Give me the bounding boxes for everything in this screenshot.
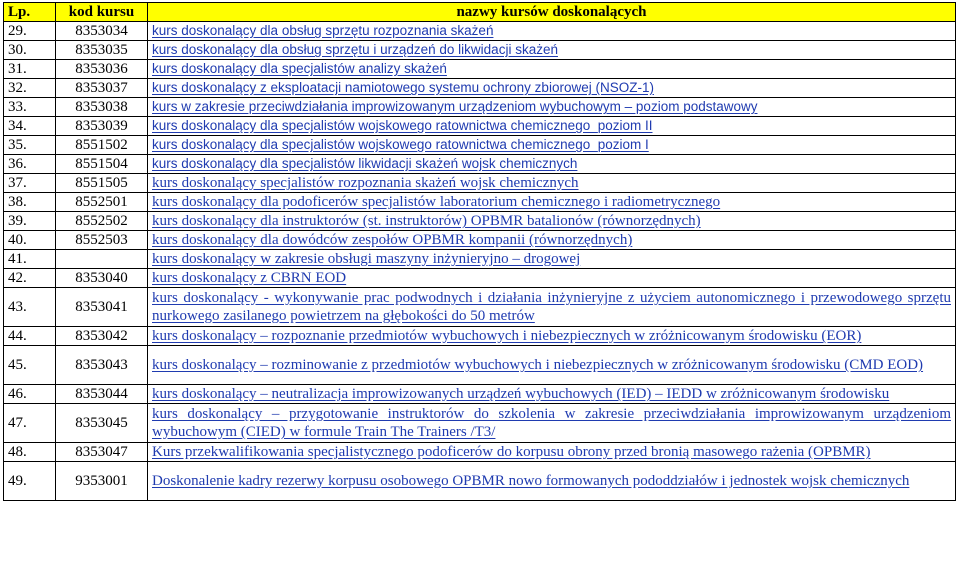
row-code: 8353047 bbox=[56, 443, 148, 462]
row-code: 8551504 bbox=[56, 155, 148, 174]
header-name: nazwy kursów doskonalących bbox=[148, 3, 956, 22]
row-lp: 36. bbox=[4, 155, 56, 174]
row-lp: 48. bbox=[4, 443, 56, 462]
row-lp: 45. bbox=[4, 346, 56, 385]
course-link[interactable]: Kurs przekwalifikowania specjalistycznego podoficerów do korpusu obrony przed bronią masowego rażenia (OPBMR) bbox=[148, 443, 956, 462]
row-lp: 42. bbox=[4, 269, 56, 288]
row-code: 8353036 bbox=[56, 60, 148, 79]
row-code: 8353034 bbox=[56, 22, 148, 41]
row-code: 8353041 bbox=[56, 288, 148, 327]
table-row bbox=[4, 174, 956, 193]
table-row bbox=[4, 327, 956, 346]
row-code: 8353038 bbox=[56, 98, 148, 117]
row-lp: 43. bbox=[4, 288, 56, 327]
course-link[interactable]: Doskonalenie kadry rezerwy korpusu osobowego OPBMR nowo formowanych pododdziałów i jednostek wojsk chemicznych bbox=[148, 462, 956, 501]
course-link[interactable]: kurs doskonalący w zakresie obsługi maszyny inżynieryjno – drogowej bbox=[148, 250, 956, 269]
header-row bbox=[4, 3, 956, 22]
course-link[interactable]: kurs doskonalący dla podoficerów specjalistów laboratorium chemicznego i radiometrycznego bbox=[148, 193, 956, 212]
course-link[interactable]: kurs doskonalący – rozminowanie z przedmiotów wybuchowych i niebezpiecznych w zróżnicowanym środowisku (CMD EOD) bbox=[148, 346, 956, 385]
course-link[interactable]: kurs doskonalący – przygotowanie instruktorów do szkolenia w zakresie przeciwdziałania improwizowanym urządzeniom wybuchowym (CIED) w formule Train The Trainers /T3/ bbox=[148, 404, 956, 443]
table-row bbox=[4, 250, 956, 269]
header-code: kod kursu bbox=[56, 3, 148, 22]
row-lp: 38. bbox=[4, 193, 56, 212]
row-lp: 39. bbox=[4, 212, 56, 231]
row-lp: 33. bbox=[4, 98, 56, 117]
table-row bbox=[4, 155, 956, 174]
table-row bbox=[4, 136, 956, 155]
row-lp: 46. bbox=[4, 385, 56, 404]
table-row bbox=[4, 462, 956, 501]
course-link[interactable]: kurs doskonalący dla specjalistów wojskowego ratownictwa chemicznego_poziom II bbox=[148, 117, 956, 136]
course-link[interactable]: kurs w zakresie przeciwdziałania improwizowanym urządzeniom wybuchowym – poziom podstawowy bbox=[148, 98, 956, 117]
row-lp: 31. bbox=[4, 60, 56, 79]
row-lp: 40. bbox=[4, 231, 56, 250]
header-lp: Lp. bbox=[4, 3, 56, 22]
course-link[interactable]: kurs doskonalący - wykonywanie prac podwodnych i działania inżynieryjne z użyciem autonomicznego i przewodowego sprzętu nurkowego zasilanego powietrzem na głębokości do 50 metrów bbox=[148, 288, 956, 327]
row-lp: 29. bbox=[4, 22, 56, 41]
table-row bbox=[4, 79, 956, 98]
table-row bbox=[4, 269, 956, 288]
table-row bbox=[4, 22, 956, 41]
row-code: 8551505 bbox=[56, 174, 148, 193]
row-code: 8353035 bbox=[56, 41, 148, 60]
row-code: 8551502 bbox=[56, 136, 148, 155]
row-code: 8353045 bbox=[56, 404, 148, 443]
table-row bbox=[4, 117, 956, 136]
row-code: 8353037 bbox=[56, 79, 148, 98]
course-table bbox=[3, 2, 956, 501]
row-code: 8353042 bbox=[56, 327, 148, 346]
row-code: 8353044 bbox=[56, 385, 148, 404]
table-row bbox=[4, 346, 956, 385]
row-code: 8552503 bbox=[56, 231, 148, 250]
row-lp: 49. bbox=[4, 462, 56, 501]
course-link[interactable]: kurs doskonalący dla specjalistów wojskowego ratownictwa chemicznego_poziom I bbox=[148, 136, 956, 155]
row-lp: 47. bbox=[4, 404, 56, 443]
course-link[interactable]: kurs doskonalący dla dowódców zespołów OPBMR kompanii (równorzędnych) bbox=[148, 231, 956, 250]
course-link[interactable]: kurs doskonalący specjalistów rozpoznania skażeń wojsk chemicznych bbox=[148, 174, 956, 193]
row-code: 8353039 bbox=[56, 117, 148, 136]
table-row bbox=[4, 98, 956, 117]
row-lp: 32. bbox=[4, 79, 56, 98]
row-code bbox=[56, 250, 148, 269]
row-lp: 30. bbox=[4, 41, 56, 60]
course-link[interactable]: kurs doskonalący – neutralizacja improwizowanych urządzeń wybuchowych (IED) – IEDD w zróżnicowanym środowisku bbox=[148, 385, 956, 404]
row-code: 8353043 bbox=[56, 346, 148, 385]
row-code: 8552501 bbox=[56, 193, 148, 212]
row-lp: 44. bbox=[4, 327, 56, 346]
row-lp: 41. bbox=[4, 250, 56, 269]
table-row bbox=[4, 212, 956, 231]
row-lp: 34. bbox=[4, 117, 56, 136]
row-code: 9353001 bbox=[56, 462, 148, 501]
row-lp: 35. bbox=[4, 136, 56, 155]
table-row bbox=[4, 60, 956, 79]
course-link[interactable]: kurs doskonalący dla instruktorów (st. instruktorów) OPBMR batalionów (równorzędnych) bbox=[148, 212, 956, 231]
course-link[interactable]: kurs doskonalący dla specjalistów likwidacji skażeń wojsk chemicznych bbox=[148, 155, 956, 174]
table-row bbox=[4, 193, 956, 212]
table-row bbox=[4, 404, 956, 443]
course-link[interactable]: kurs doskonalący z eksploatacji namiotowego systemu ochrony zbiorowej (NSOZ-1) bbox=[148, 79, 956, 98]
course-link[interactable]: kurs doskonalący – rozpoznanie przedmiotów wybuchowych i niebezpiecznych w zróżnicowanym środowisku (EOR) bbox=[148, 327, 956, 346]
row-lp: 37. bbox=[4, 174, 56, 193]
row-code: 8353040 bbox=[56, 269, 148, 288]
table-row bbox=[4, 443, 956, 462]
row-code: 8552502 bbox=[56, 212, 148, 231]
course-link[interactable]: kurs doskonalący dla specjalistów analizy skażeń bbox=[148, 60, 956, 79]
course-link[interactable]: kurs doskonalący z CBRN EOD bbox=[148, 269, 956, 288]
course-link[interactable]: kurs doskonalący dla obsług sprzętu rozpoznania skażeń bbox=[148, 22, 956, 41]
table-row bbox=[4, 231, 956, 250]
table-row bbox=[4, 385, 956, 404]
table-row bbox=[4, 288, 956, 327]
course-link[interactable]: kurs doskonalący dla obsług sprzętu i urządzeń do likwidacji skażeń bbox=[148, 41, 956, 60]
table-row bbox=[4, 41, 956, 60]
